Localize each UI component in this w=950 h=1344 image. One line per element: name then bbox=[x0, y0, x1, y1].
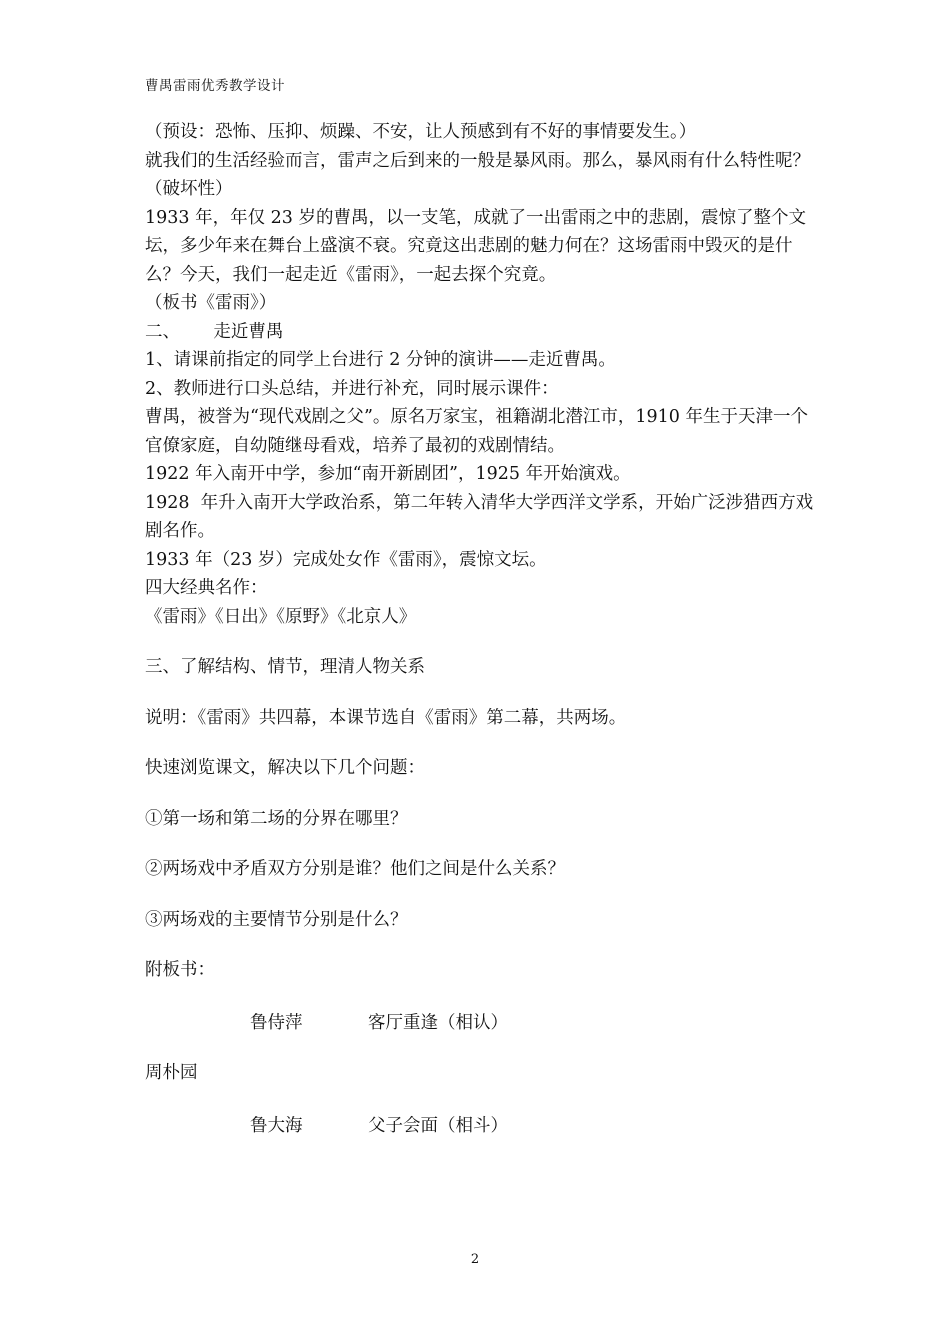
bio-paragraph: 曹禺，被誉为“现代戏剧之父”。原名万家宝，祖籍湖北潜江市，1910 年生于天津一个官僚家庭，自幼随继母看戏，培养了最初的戏剧情结。 bbox=[145, 407, 808, 456]
paragraph-board-note: （板书《雷雨》） bbox=[145, 293, 277, 313]
bio-paragraph: 1933 年（23 岁）完成处女作《雷雨》，震惊文坛。 bbox=[145, 549, 547, 570]
paragraph-storm: 就我们的生活经验而言，雷声之后到来的一般是暴风雨。那么，暴风雨有什么特性呢？ bbox=[145, 150, 810, 171]
page-number: 2 bbox=[470, 1252, 480, 1267]
bio-paragraph: 1928 年升入南开大学政治系，第二年转入清华大学西洋文学系，开始广泛涉猎西方戏剧名作。 bbox=[145, 492, 814, 541]
board-character: 鲁侍萍 bbox=[250, 1012, 303, 1033]
board-row-2 bbox=[250, 1112, 815, 1141]
section-heading-3: 三、了解结构、情节，理清人物关系 bbox=[145, 657, 425, 677]
board-character: 鲁大海 bbox=[250, 1115, 303, 1136]
board-row-1 bbox=[250, 1009, 815, 1038]
board-center-character: 周朴园 bbox=[145, 1063, 198, 1083]
list-item-speech: 1、请课前指定的同学上台进行 2 分钟的演讲——走近曹禺。 bbox=[145, 350, 616, 370]
question-2: ②两场戏中矛盾双方分别是谁？他们之间是什么关系？ bbox=[145, 859, 565, 879]
paragraph-note: 说明：《雷雨》共四幕，本课节选自《雷雨》第二幕，共两场。 bbox=[145, 707, 627, 728]
works-label: 四大经典名作： bbox=[145, 578, 268, 598]
page-content bbox=[145, 118, 815, 1140]
question-1: ①第一场和第二场的分界在哪里？ bbox=[145, 808, 408, 829]
paragraph-preset: （预设：恐怖、压抑、烦躁、不安，让人预感到有不好的事情要发生。） bbox=[145, 122, 697, 142]
list-item-summary: 2、教师进行口头总结，并进行补充，同时展示课件： bbox=[145, 378, 559, 399]
board-event: 父子会面（相斗） bbox=[368, 1115, 508, 1136]
paragraph-task: 快速浏览课文，解决以下几个问题： bbox=[145, 758, 425, 778]
works-list: 《雷雨》《日出》《原野》《北京人》 bbox=[145, 606, 417, 627]
page-header: 曹禺雷雨优秀教学设计 bbox=[145, 78, 285, 94]
question-3: ③两场戏的主要情节分别是什么？ bbox=[145, 909, 408, 930]
board-label: 附板书： bbox=[145, 960, 215, 980]
section-heading-2: 二、 走近曹禺 bbox=[145, 321, 284, 342]
paragraph-intro: 1933 年，年仅 23 岁的曹禺，以一支笔，成就了一出雷雨之中的悲剧，震惊了整个文坛，多少年来在舞台上盛演不衰。究竟这出悲剧的魅力何在？这场雷雨中毁灭的是什么？今天，我们一起走近《雷雨》，一起去探个究竟。 bbox=[145, 207, 806, 285]
board-event: 客厅重逢（相认） bbox=[368, 1012, 508, 1033]
paragraph-destructive: （破坏性） bbox=[145, 179, 233, 199]
bio-paragraph: 1922 年入南开中学，参加“南开新剧团”，1925 年开始演戏。 bbox=[145, 464, 631, 484]
